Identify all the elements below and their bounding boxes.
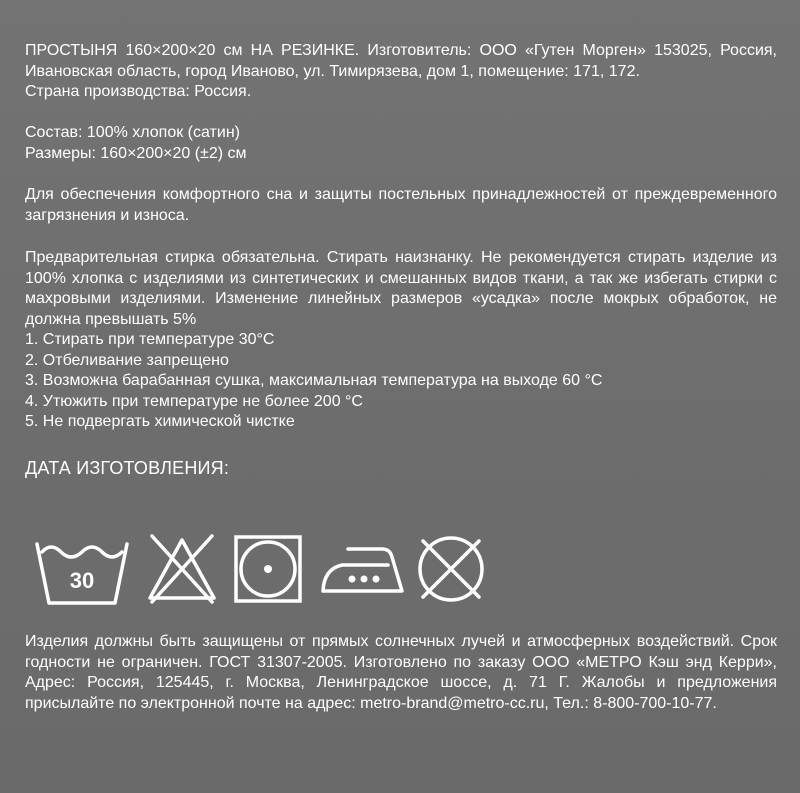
country-line: Страна производства: Россия. (25, 83, 252, 100)
product-maker-line: ПРОСТЫНЯ 160×200×20 см НА РЕЗИНКЕ. Изготовитель: ООО «Гутен Морген» 153025, Россия, Ивановская область, город Иваново, ул. Тимирязева, дом 1, помещение: 171, 172. (25, 42, 777, 80)
product-info (25, 41, 777, 103)
care-step: 2. Отбеливание запрещено (25, 351, 229, 369)
wash-temperature-text: 30 (69, 568, 95, 593)
footer-text (25, 632, 777, 714)
no-bleach-icon (146, 534, 218, 604)
iron-3-dots-icon (320, 545, 406, 595)
care-step: 3. Возможна барабанная сушка, максимальная температура на выходе 60 °С (25, 372, 603, 389)
care-instructions (25, 248, 777, 433)
manufacture-date-label: ДАТА ИЗГОТОВЛЕНИЯ: (25, 458, 230, 478)
care-step: 4. Утюжить при температуре не более 200 °С (25, 392, 363, 410)
purpose-text (25, 185, 777, 226)
care-step: 5. Не подвергать химической чистке (25, 413, 295, 430)
footer-paragraph: Изделия должны быть защищены от прямых солнечных лучей и атмосферных воздействий. Срок годности не ограничен. ГОСТ 31307-2005. Изготовлено по заказу ООО «МЕТРО Кэш энд Керри», Адрес: Россия, 125445, г. Москва, Ленинградское шоссе, д. 71 Г. Жалобы и предложения присылайте по электронной почте на адрес: metro-brand@metro-cc.ru, Тел.: 8-800-700-10-77. (25, 633, 777, 712)
wash-30-icon (34, 538, 130, 608)
care-intro: Предварительная стирка обязательна. Стирать наизнанку. Не рекомендуется стирать изделие из 100% хлопка с изделиями из синтетических и смешанных видов ткани, а так же избегать стирки с махровыми изделиями. Изменение линейных размеров «усадка» после мокрых обработок, не должна превышать 5% (25, 249, 777, 328)
composition-size: Размеры: 160×200×20 (±2) см (25, 144, 247, 162)
composition-block (25, 123, 777, 164)
purpose-paragraph: Для обеспечения комфортного сна и защиты постельных принадлежностей от преждевременного загрязнения и износа. (25, 186, 777, 224)
care-step: 1. Стирать при температуре 30°С (25, 331, 275, 348)
care-steps (25, 330, 777, 433)
tumble-dry-icon (234, 535, 302, 603)
no-dry-clean-icon (414, 532, 488, 606)
composition-material: Состав: 100% хлопок (сатин) (25, 124, 240, 141)
